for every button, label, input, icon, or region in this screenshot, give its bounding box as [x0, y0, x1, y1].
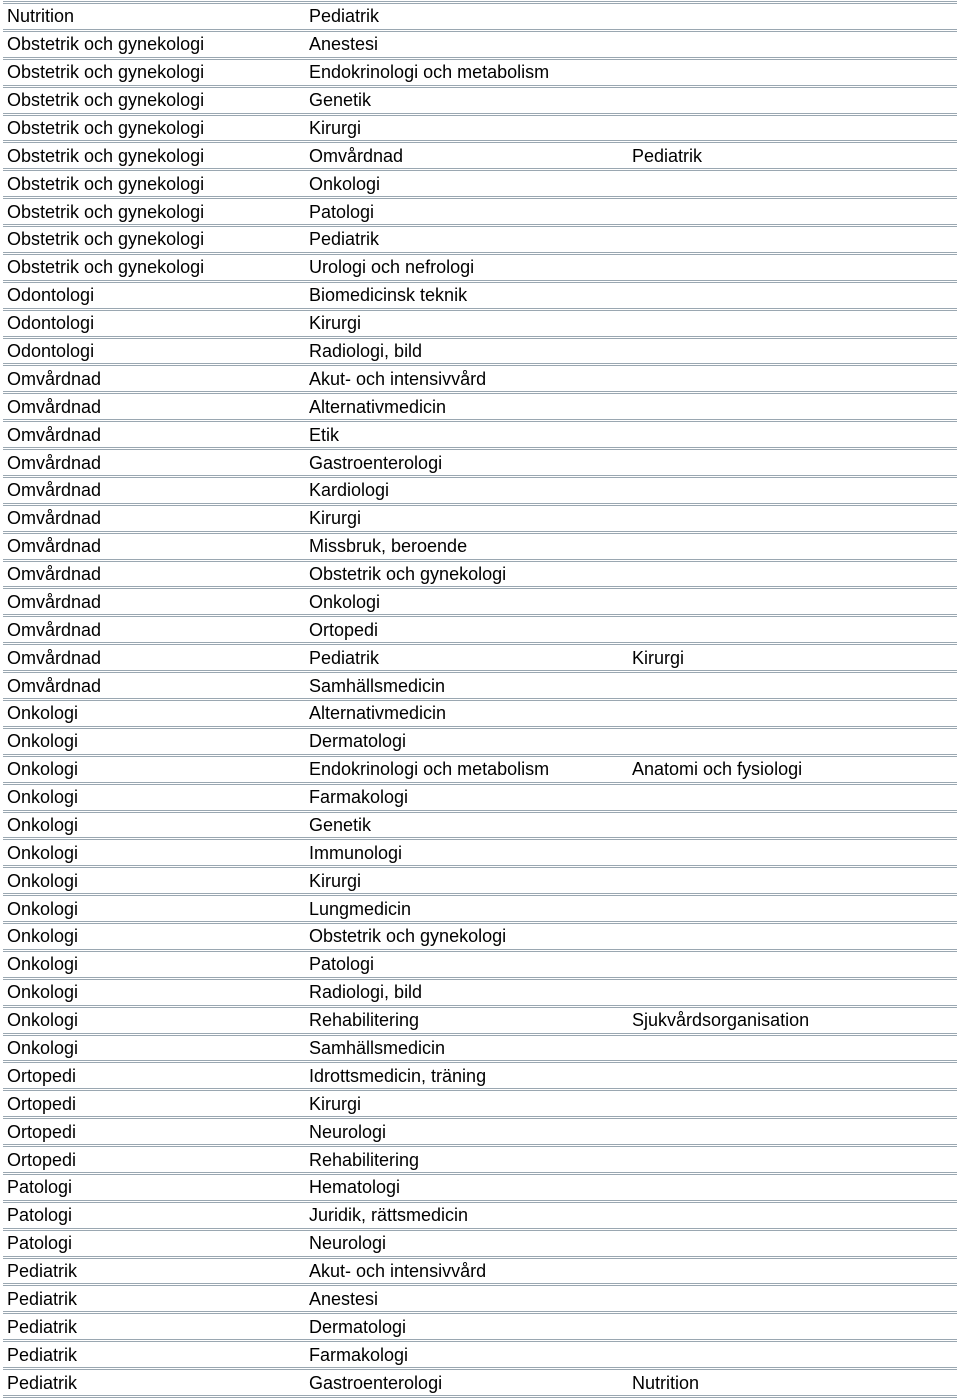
related-subject-cell: Kirurgi [309, 313, 362, 334]
related-subject-cell: Kirurgi [309, 117, 362, 138]
primary-subject-cell: Onkologi [7, 731, 79, 752]
table-row [3, 813, 957, 841]
primary-subject-cell: Ortopedi [7, 1149, 77, 1170]
related-subject-cell: Neurologi [309, 1121, 387, 1142]
related-subject-cell: Neurologi [309, 1233, 387, 1254]
table-row [3, 116, 957, 144]
primary-subject-cell: Obstetrik och gynekologi [7, 62, 205, 83]
related-subject-cell: Alternativmedicin [309, 396, 447, 417]
primary-subject-cell: Omvårdnad [7, 368, 102, 389]
table-row [3, 617, 957, 645]
related-subject-cell: Obstetrik och gynekologi [309, 564, 507, 585]
table-row [3, 1203, 957, 1231]
related-subject-cell: Omvårdnad [309, 145, 404, 166]
primary-subject-cell: Obstetrik och gynekologi [7, 117, 205, 138]
primary-subject-cell: Obstetrik och gynekologi [7, 173, 205, 194]
table-row [3, 394, 957, 422]
related-subject-cell: Anestesi [309, 1288, 379, 1309]
related-subject-cell: Etik [309, 424, 340, 445]
related-subject-cell: Dermatologi [309, 1316, 407, 1337]
additional-subject-cell: Kirurgi [632, 647, 685, 668]
table-row [3, 199, 957, 227]
primary-subject-cell: Omvårdnad [7, 647, 102, 668]
primary-subject-cell: Obstetrik och gynekologi [7, 34, 205, 55]
table-row [3, 1063, 957, 1091]
table-row [3, 422, 957, 450]
primary-subject-cell: Ortopedi [7, 1065, 77, 1086]
table-row [3, 729, 957, 757]
primary-subject-cell: Ortopedi [7, 1093, 77, 1114]
related-subject-cell: Patologi [309, 201, 375, 222]
table-row [3, 562, 957, 590]
primary-subject-cell: Odontologi [7, 313, 95, 334]
subject-table [3, 1, 957, 1398]
table-row [3, 1286, 957, 1314]
related-subject-cell: Gastroenterologi [309, 1372, 443, 1393]
table-row [3, 1231, 957, 1259]
primary-subject-cell: Odontologi [7, 340, 95, 361]
related-subject-cell: Genetik [309, 814, 372, 835]
primary-subject-cell: Omvårdnad [7, 675, 102, 696]
primary-subject-cell: Pediatrik [7, 1261, 78, 1282]
primary-subject-cell: Onkologi [7, 787, 79, 808]
table-row [3, 1091, 957, 1119]
primary-subject-cell: Pediatrik [7, 1344, 78, 1365]
table-row [3, 339, 957, 367]
primary-subject-cell: Onkologi [7, 759, 79, 780]
table-row [3, 1147, 957, 1175]
additional-subject-cell: Sjukvårdsorganisation [632, 1010, 810, 1031]
primary-subject-cell: Onkologi [7, 1037, 79, 1058]
related-subject-cell: Kardiologi [309, 480, 390, 501]
related-subject-cell: Radiologi, bild [309, 982, 423, 1003]
primary-subject-cell: Ortopedi [7, 1121, 77, 1142]
table-row [3, 143, 957, 171]
related-subject-cell: Gastroenterologi [309, 452, 443, 473]
table-row [3, 478, 957, 506]
table-row [3, 88, 957, 116]
table-row [3, 757, 957, 785]
related-subject-cell: Samhällsmedicin [309, 675, 446, 696]
table-row [3, 952, 957, 980]
primary-subject-cell: Omvårdnad [7, 508, 102, 529]
table-row [3, 1175, 957, 1203]
related-subject-cell: Kirurgi [309, 508, 362, 529]
table-row [3, 868, 957, 896]
table-row [3, 534, 957, 562]
primary-subject-cell: Onkologi [7, 870, 79, 891]
related-subject-cell: Pediatrik [309, 229, 380, 250]
table-row [3, 32, 957, 60]
primary-subject-cell: Onkologi [7, 926, 79, 947]
table-row [3, 645, 957, 673]
primary-subject-cell: Obstetrik och gynekologi [7, 145, 205, 166]
related-subject-cell: Rehabilitering [309, 1010, 420, 1031]
table-row [3, 980, 957, 1008]
related-subject-cell: Lungmedicin [309, 898, 412, 919]
primary-subject-cell: Patologi [7, 1233, 73, 1254]
table-row [3, 255, 957, 283]
related-subject-cell: Juridik, rättsmedicin [309, 1205, 469, 1226]
related-subject-cell: Kirurgi [309, 1093, 362, 1114]
additional-subject-cell: Pediatrik [632, 145, 703, 166]
related-subject-cell: Missbruk, beroende [309, 536, 468, 557]
table-row [3, 366, 957, 394]
primary-subject-cell: Omvårdnad [7, 564, 102, 585]
related-subject-cell: Rehabilitering [309, 1149, 420, 1170]
table-row [3, 1370, 957, 1398]
primary-subject-cell: Onkologi [7, 842, 79, 863]
table-row [3, 673, 957, 701]
table-row [3, 283, 957, 311]
related-subject-cell: Endokrinologi och metabolism [309, 759, 550, 780]
related-subject-cell: Urologi och nefrologi [309, 257, 475, 278]
related-subject-cell: Farmakologi [309, 787, 409, 808]
related-subject-cell: Obstetrik och gynekologi [309, 926, 507, 947]
related-subject-cell: Radiologi, bild [309, 340, 423, 361]
primary-subject-cell: Onkologi [7, 982, 79, 1003]
primary-subject-cell: Patologi [7, 1205, 73, 1226]
table-row [3, 924, 957, 952]
related-subject-cell: Patologi [309, 954, 375, 975]
table-row [3, 1036, 957, 1064]
table-row [3, 1314, 957, 1342]
related-subject-cell: Ortopedi [309, 619, 379, 640]
primary-subject-cell: Odontologi [7, 285, 95, 306]
primary-subject-cell: Omvårdnad [7, 591, 102, 612]
primary-subject-cell: Pediatrik [7, 1316, 78, 1337]
table-row [3, 840, 957, 868]
primary-subject-cell: Omvårdnad [7, 424, 102, 445]
additional-subject-cell: Nutrition [632, 1372, 700, 1393]
primary-subject-cell: Pediatrik [7, 1372, 78, 1393]
related-subject-cell: Kirurgi [309, 870, 362, 891]
primary-subject-cell: Omvårdnad [7, 480, 102, 501]
table-row [3, 1119, 957, 1147]
table-row [3, 311, 957, 339]
primary-subject-cell: Patologi [7, 1177, 73, 1198]
table-row [3, 1008, 957, 1036]
table-row [3, 1259, 957, 1287]
primary-subject-cell: Pediatrik [7, 1288, 78, 1309]
related-subject-cell: Akut- och intensivvård [309, 1261, 487, 1282]
primary-subject-cell: Omvårdnad [7, 396, 102, 417]
related-subject-cell: Onkologi [309, 173, 381, 194]
related-subject-cell: Farmakologi [309, 1344, 409, 1365]
related-subject-cell: Anestesi [309, 34, 379, 55]
related-subject-cell: Biomedicinsk teknik [309, 285, 468, 306]
primary-subject-cell: Nutrition [7, 6, 75, 27]
additional-subject-cell: Anatomi och fysiologi [632, 759, 803, 780]
related-subject-cell: Pediatrik [309, 6, 380, 27]
related-subject-cell: Endokrinologi och metabolism [309, 62, 550, 83]
primary-subject-cell: Obstetrik och gynekologi [7, 257, 205, 278]
table-row [3, 227, 957, 255]
primary-subject-cell: Omvårdnad [7, 452, 102, 473]
related-subject-cell: Idrottsmedicin, träning [309, 1065, 487, 1086]
table-row [3, 589, 957, 617]
related-subject-cell: Onkologi [309, 591, 381, 612]
related-subject-cell: Samhällsmedicin [309, 1037, 446, 1058]
related-subject-cell: Hematologi [309, 1177, 401, 1198]
primary-subject-cell: Omvårdnad [7, 536, 102, 557]
related-subject-cell: Genetik [309, 90, 372, 111]
primary-subject-cell: Onkologi [7, 954, 79, 975]
related-subject-cell: Alternativmedicin [309, 703, 447, 724]
table-row [3, 785, 957, 813]
related-subject-cell: Akut- och intensivvård [309, 368, 487, 389]
table-row [3, 60, 957, 88]
table-row [3, 4, 957, 32]
related-subject-cell: Immunologi [309, 842, 403, 863]
table-row [3, 701, 957, 729]
related-subject-cell: Dermatologi [309, 731, 407, 752]
table-row [3, 450, 957, 478]
related-subject-cell: Pediatrik [309, 647, 380, 668]
table-row [3, 506, 957, 534]
primary-subject-cell: Omvårdnad [7, 619, 102, 640]
primary-subject-cell: Obstetrik och gynekologi [7, 90, 205, 111]
primary-subject-cell: Onkologi [7, 898, 79, 919]
primary-subject-cell: Obstetrik och gynekologi [7, 229, 205, 250]
table-row [3, 1342, 957, 1370]
primary-subject-cell: Obstetrik och gynekologi [7, 201, 205, 222]
table-row [3, 896, 957, 924]
table-row [3, 171, 957, 199]
primary-subject-cell: Onkologi [7, 814, 79, 835]
primary-subject-cell: Onkologi [7, 1010, 79, 1031]
primary-subject-cell: Onkologi [7, 703, 79, 724]
